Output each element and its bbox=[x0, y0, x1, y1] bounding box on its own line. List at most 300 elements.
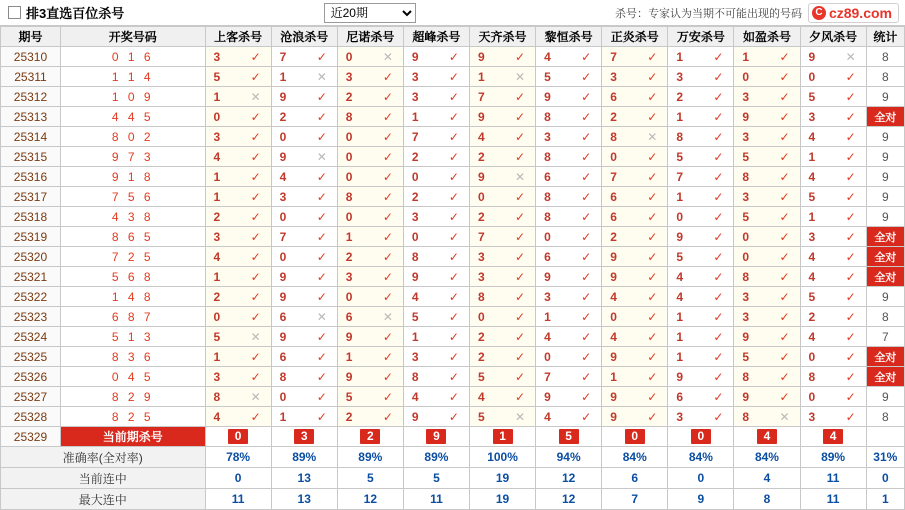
kill-cell bbox=[734, 147, 800, 167]
kill-cell bbox=[800, 207, 866, 227]
current-kill-number bbox=[734, 427, 800, 447]
kill-number: 0 bbox=[345, 209, 353, 224]
check-icon: ✓ bbox=[515, 269, 526, 284]
kill-number: 1 bbox=[213, 189, 221, 204]
kill-number: 4 bbox=[808, 169, 816, 184]
kill-number: 4 bbox=[676, 269, 683, 284]
check-icon: ✓ bbox=[647, 169, 658, 184]
current-kill-number bbox=[205, 427, 271, 447]
row-issue[interactable]: 25310 bbox=[1, 47, 61, 67]
kill-number: 8 bbox=[279, 369, 287, 384]
kill-cell bbox=[800, 307, 866, 327]
table-row bbox=[1, 87, 905, 107]
kill-number: 2 bbox=[345, 89, 353, 104]
check-icon: ✓ bbox=[250, 149, 261, 164]
row-draw-code: 5 1 3 bbox=[60, 327, 205, 347]
row-issue[interactable]: 25325 bbox=[1, 347, 61, 367]
kill-cell bbox=[403, 227, 469, 247]
current-kill-number bbox=[469, 427, 535, 447]
row-issue[interactable]: 25319 bbox=[1, 227, 61, 247]
kill-cell bbox=[668, 387, 734, 407]
check-icon: ✓ bbox=[713, 249, 724, 264]
check-icon: ✓ bbox=[581, 109, 592, 124]
kill-cell bbox=[271, 127, 337, 147]
kill-number: 8 bbox=[345, 109, 353, 124]
summary-row bbox=[1, 468, 905, 489]
check-icon: ✓ bbox=[515, 109, 526, 124]
kill-cell bbox=[536, 267, 602, 287]
row-stat: 8 bbox=[866, 47, 904, 67]
kill-number: 4 bbox=[477, 129, 485, 144]
kill-cell bbox=[800, 47, 866, 67]
kill-cell bbox=[602, 307, 668, 327]
check-icon: ✓ bbox=[779, 149, 790, 164]
row-issue[interactable]: 25316 bbox=[1, 167, 61, 187]
kill-cell bbox=[337, 207, 403, 227]
kill-number: 9 bbox=[610, 409, 617, 424]
check-icon: ✓ bbox=[581, 409, 592, 424]
kill-cell bbox=[403, 327, 469, 347]
kill-number: 3 bbox=[213, 369, 221, 384]
col-expert-7[interactable]: 正炎杀号 bbox=[602, 27, 668, 47]
kill-number: 3 bbox=[213, 49, 221, 64]
kill-number: 9 bbox=[676, 229, 683, 244]
col-expert-10[interactable]: 夕风杀号 bbox=[800, 27, 866, 47]
kill-cell bbox=[403, 307, 469, 327]
kill-number: 1 bbox=[742, 49, 750, 64]
kill-number: 9 bbox=[742, 389, 750, 404]
kill-cell bbox=[734, 167, 800, 187]
kill-number: 2 bbox=[477, 209, 485, 224]
kill-cell bbox=[536, 387, 602, 407]
kill-number: 6 bbox=[676, 389, 683, 404]
check-icon: ✓ bbox=[845, 269, 856, 284]
kill-number: 8 bbox=[742, 269, 750, 284]
kill-number: 0 bbox=[279, 129, 287, 144]
kill-cell bbox=[337, 227, 403, 247]
kill-number: 0 bbox=[345, 289, 353, 304]
kill-number: 2 bbox=[808, 309, 816, 324]
period-select[interactable] bbox=[324, 3, 416, 23]
kill-number: 3 bbox=[808, 109, 816, 124]
kill-number: 0 bbox=[477, 309, 485, 324]
check-icon: ✓ bbox=[382, 289, 393, 304]
kill-number: 0 bbox=[213, 309, 221, 324]
table-row bbox=[1, 367, 905, 387]
row-issue[interactable]: 25315 bbox=[1, 147, 61, 167]
kill-cell bbox=[800, 327, 866, 347]
cross-icon: ✕ bbox=[250, 329, 261, 344]
row-stat: 9 bbox=[866, 127, 904, 147]
kill-number: 5 bbox=[742, 349, 750, 364]
kill-cell bbox=[271, 327, 337, 347]
kill-cell bbox=[337, 47, 403, 67]
current-kill-number bbox=[536, 427, 602, 447]
row-issue[interactable]: 25327 bbox=[1, 387, 61, 407]
kill-number: 0 bbox=[213, 109, 221, 124]
kill-number: 3 bbox=[742, 129, 750, 144]
table-row bbox=[1, 247, 905, 267]
kill-number: 8 bbox=[544, 189, 551, 204]
kill-number: 4 bbox=[808, 249, 816, 264]
kill-cell bbox=[536, 127, 602, 147]
check-icon: ✓ bbox=[581, 309, 592, 324]
check-icon: ✓ bbox=[448, 309, 459, 324]
kill-number: 1 bbox=[345, 349, 353, 364]
kill-number: 0 bbox=[610, 149, 617, 164]
kill-number: 9 bbox=[544, 269, 551, 284]
kill-number: 4 bbox=[610, 329, 617, 344]
kill-cell bbox=[271, 267, 337, 287]
check-icon: ✓ bbox=[845, 69, 856, 84]
col-expert-6[interactable]: 黎恒杀号 bbox=[536, 27, 602, 47]
kill-cell bbox=[602, 347, 668, 367]
kill-number: 4 bbox=[213, 249, 221, 264]
kill-cell bbox=[536, 307, 602, 327]
check-icon: ✓ bbox=[515, 229, 526, 244]
current-period-label: 当前期杀号 bbox=[60, 427, 205, 447]
row-issue[interactable]: 25326 bbox=[1, 367, 61, 387]
kill-number: 0 bbox=[544, 229, 551, 244]
check-icon: ✓ bbox=[250, 289, 261, 304]
check-icon: ✓ bbox=[515, 189, 526, 204]
check-icon: ✓ bbox=[647, 49, 658, 64]
kill-cell bbox=[205, 287, 271, 307]
check-icon: ✓ bbox=[382, 269, 393, 284]
col-expert-3[interactable]: 尼诺杀号 bbox=[337, 27, 403, 47]
kill-number: 3 bbox=[411, 89, 419, 104]
top-toolbar bbox=[0, 0, 905, 26]
kill-number: 9 bbox=[411, 269, 419, 284]
kill-number: 2 bbox=[610, 109, 617, 124]
col-expert-1[interactable]: 上客杀号 bbox=[205, 27, 271, 47]
kill-number: 2 bbox=[411, 149, 419, 164]
summary-value: 11 bbox=[205, 489, 271, 510]
kill-cell bbox=[602, 147, 668, 167]
kill-cell bbox=[668, 407, 734, 427]
row-issue[interactable]: 25317 bbox=[1, 187, 61, 207]
check-icon: ✓ bbox=[713, 229, 724, 244]
check-icon: ✓ bbox=[316, 329, 327, 344]
kill-cell bbox=[602, 47, 668, 67]
col-stat: 统计 bbox=[866, 27, 904, 47]
summary-value: 89% bbox=[800, 447, 866, 468]
kill-cell bbox=[337, 407, 403, 427]
check-icon: ✓ bbox=[647, 309, 658, 324]
kill-number: 9 bbox=[477, 109, 485, 124]
kill-number: 1 bbox=[279, 409, 287, 424]
kill-cell bbox=[403, 407, 469, 427]
kill-cell bbox=[469, 267, 535, 287]
kill-number: 8 bbox=[544, 109, 551, 124]
kill-cell bbox=[668, 187, 734, 207]
table-row bbox=[1, 67, 905, 87]
kill-number: 9 bbox=[279, 269, 287, 284]
kill-cell bbox=[403, 267, 469, 287]
col-expert-9[interactable]: 如盈杀号 bbox=[734, 27, 800, 47]
check-icon: ✓ bbox=[382, 349, 393, 364]
kill-cell bbox=[469, 147, 535, 167]
check-icon: ✓ bbox=[647, 249, 658, 264]
cross-icon: ✕ bbox=[316, 309, 327, 324]
kill-number: 2 bbox=[411, 189, 419, 204]
summary-label: 当前连中 bbox=[1, 468, 206, 489]
summary-label: 准确率(全对率) bbox=[1, 447, 206, 468]
kill-cell bbox=[536, 187, 602, 207]
check-icon: ✓ bbox=[845, 369, 856, 384]
page-title: 排3直选百位杀号 bbox=[26, 6, 125, 21]
row-stat: 7 bbox=[866, 327, 904, 347]
kill-cell bbox=[734, 87, 800, 107]
kill-cell bbox=[800, 387, 866, 407]
kill-cell bbox=[205, 107, 271, 127]
kill-number: 9 bbox=[610, 349, 617, 364]
col-expert-8[interactable]: 万安杀号 bbox=[668, 27, 734, 47]
check-icon: ✓ bbox=[250, 189, 261, 204]
row-issue[interactable]: 25318 bbox=[1, 207, 61, 227]
summary-value: 0 bbox=[205, 468, 271, 489]
check-icon: ✓ bbox=[845, 129, 856, 144]
check-icon: ✓ bbox=[250, 349, 261, 364]
row-issue[interactable]: 25314 bbox=[1, 127, 61, 147]
check-icon: ✓ bbox=[581, 189, 592, 204]
check-icon: ✓ bbox=[515, 309, 526, 324]
kill-number: 5 bbox=[808, 189, 816, 204]
row-draw-code: 1 1 4 bbox=[60, 67, 205, 87]
check-icon: ✓ bbox=[382, 189, 393, 204]
row-draw-code: 7 2 5 bbox=[60, 247, 205, 267]
kill-number: 3 bbox=[544, 289, 551, 304]
summary-value: 6 bbox=[602, 468, 668, 489]
kill-number: 7 bbox=[610, 49, 617, 64]
col-expert-2[interactable]: 沧浪杀号 bbox=[271, 27, 337, 47]
logo-ball-icon: C bbox=[812, 6, 826, 20]
kill-number: 0 bbox=[279, 249, 287, 264]
check-icon: ✓ bbox=[845, 349, 856, 364]
check-icon: ✓ bbox=[515, 289, 526, 304]
row-issue[interactable]: 25324 bbox=[1, 327, 61, 347]
kill-number: 0 bbox=[808, 389, 816, 404]
kill-number: 3 bbox=[213, 129, 221, 144]
check-icon: ✓ bbox=[713, 169, 724, 184]
kill-cell bbox=[205, 247, 271, 267]
kill-number: 1 bbox=[345, 229, 353, 244]
check-icon: ✓ bbox=[779, 309, 790, 324]
cross-icon: ✕ bbox=[647, 129, 658, 144]
kill-cell bbox=[734, 247, 800, 267]
kill-cell bbox=[337, 87, 403, 107]
check-icon: ✓ bbox=[845, 89, 856, 104]
kill-cell bbox=[734, 207, 800, 227]
summary-value: 100% bbox=[469, 447, 535, 468]
check-icon: ✓ bbox=[515, 149, 526, 164]
kill-cell bbox=[337, 167, 403, 187]
kill-number: 3 bbox=[411, 69, 419, 84]
row-issue[interactable]: 25328 bbox=[1, 407, 61, 427]
kill-cell bbox=[734, 287, 800, 307]
kill-number: 1 bbox=[213, 269, 221, 284]
kill-cell bbox=[602, 247, 668, 267]
kill-cell bbox=[403, 347, 469, 367]
kill-number: 0 bbox=[742, 229, 750, 244]
kill-cell bbox=[734, 327, 800, 347]
kill-number: 2 bbox=[610, 229, 617, 244]
col-expert-5[interactable]: 天齐杀号 bbox=[469, 27, 535, 47]
check-icon: ✓ bbox=[845, 329, 856, 344]
cross-icon: ✕ bbox=[382, 49, 393, 64]
table-row bbox=[1, 47, 905, 67]
kill-number: 0 bbox=[411, 229, 419, 244]
check-icon: ✓ bbox=[316, 129, 327, 144]
kill-number: 0 bbox=[808, 69, 816, 84]
row-issue[interactable]: 25323 bbox=[1, 307, 61, 327]
summary-value: 94% bbox=[536, 447, 602, 468]
check-icon: ✓ bbox=[316, 109, 327, 124]
summary-value: 11 bbox=[403, 489, 469, 510]
kill-number: 1 bbox=[213, 169, 221, 184]
row-draw-code: 9 1 8 bbox=[60, 167, 205, 187]
check-icon: ✓ bbox=[713, 329, 724, 344]
kill-cell bbox=[602, 107, 668, 127]
current-kill-number bbox=[602, 427, 668, 447]
kill-number: 9 bbox=[411, 409, 419, 424]
table-row bbox=[1, 307, 905, 327]
check-icon: ✓ bbox=[713, 269, 724, 284]
kill-cell bbox=[800, 367, 866, 387]
kill-number: 8 bbox=[477, 289, 485, 304]
kill-number: 5 bbox=[676, 249, 683, 264]
kill-number: 9 bbox=[676, 369, 683, 384]
kill-number: 8 bbox=[610, 129, 617, 144]
check-icon: ✓ bbox=[316, 49, 327, 64]
kill-cell bbox=[602, 387, 668, 407]
kill-number: 3 bbox=[742, 309, 750, 324]
kill-number: 2 bbox=[345, 249, 353, 264]
check-icon: ✓ bbox=[845, 109, 856, 124]
kill-cell bbox=[271, 47, 337, 67]
kill-number: 5 bbox=[411, 309, 419, 324]
check-icon: ✓ bbox=[581, 269, 592, 284]
check-icon: ✓ bbox=[250, 269, 261, 284]
kill-number: 1 bbox=[279, 69, 287, 84]
kill-number: 9 bbox=[808, 49, 816, 64]
kill-cell bbox=[205, 267, 271, 287]
kill-cell bbox=[271, 307, 337, 327]
row-stat: 9 bbox=[866, 167, 904, 187]
kill-number: 9 bbox=[544, 89, 551, 104]
check-icon: ✓ bbox=[250, 109, 261, 124]
summary-value: 8 bbox=[734, 489, 800, 510]
kill-number: 9 bbox=[345, 369, 353, 384]
kill-cell bbox=[469, 387, 535, 407]
kill-number: 9 bbox=[610, 249, 617, 264]
summary-stat: 1 bbox=[866, 489, 904, 510]
row-issue[interactable]: 25322 bbox=[1, 287, 61, 307]
row-issue[interactable]: 25313 bbox=[1, 107, 61, 127]
kill-cell bbox=[205, 67, 271, 87]
kill-cell bbox=[668, 267, 734, 287]
row-issue[interactable]: 25321 bbox=[1, 267, 61, 287]
kill-number: 8 bbox=[742, 369, 750, 384]
check-icon: ✓ bbox=[581, 129, 592, 144]
summary-value: 84% bbox=[734, 447, 800, 468]
kill-cell bbox=[271, 407, 337, 427]
row-draw-code: 8 3 6 bbox=[60, 347, 205, 367]
check-icon: ✓ bbox=[448, 409, 459, 424]
check-icon: ✓ bbox=[779, 289, 790, 304]
check-icon: ✓ bbox=[581, 389, 592, 404]
check-icon: ✓ bbox=[713, 129, 724, 144]
kill-cell bbox=[337, 327, 403, 347]
kill-cell bbox=[205, 167, 271, 187]
kill-cell bbox=[403, 207, 469, 227]
kill-number: 2 bbox=[345, 409, 353, 424]
summary-stat: 0 bbox=[866, 468, 904, 489]
kill-number: 1 bbox=[676, 109, 683, 124]
kill-cell bbox=[271, 347, 337, 367]
kill-cell bbox=[602, 407, 668, 427]
kill-cell bbox=[800, 87, 866, 107]
kill-number: 6 bbox=[610, 89, 617, 104]
kill-number: 6 bbox=[544, 249, 551, 264]
kill-cell bbox=[337, 387, 403, 407]
kill-number: 1 bbox=[676, 189, 683, 204]
kill-number: 1 bbox=[411, 329, 419, 344]
kill-number: 7 bbox=[477, 229, 485, 244]
kill-cell bbox=[668, 207, 734, 227]
kill-cell bbox=[668, 247, 734, 267]
site-logo[interactable] bbox=[808, 3, 899, 23]
kill-number: 2 bbox=[213, 209, 221, 224]
check-icon: ✓ bbox=[779, 269, 790, 284]
kill-cell bbox=[668, 147, 734, 167]
row-issue[interactable]: 25312 bbox=[1, 87, 61, 107]
kill-number: 1 bbox=[213, 349, 221, 364]
table-row bbox=[1, 407, 905, 427]
check-icon: ✓ bbox=[581, 289, 592, 304]
check-icon: ✓ bbox=[448, 189, 459, 204]
kill-number: 0 bbox=[676, 209, 683, 224]
row-issue[interactable]: 25311 bbox=[1, 67, 61, 87]
cross-icon: ✕ bbox=[316, 149, 327, 164]
kill-cell bbox=[800, 347, 866, 367]
cross-icon: ✕ bbox=[515, 69, 526, 84]
check-icon: ✓ bbox=[382, 409, 393, 424]
row-stat: 全对 bbox=[866, 367, 904, 387]
select-all-checkbox[interactable] bbox=[8, 6, 21, 19]
check-icon: ✓ bbox=[382, 129, 393, 144]
kill-number: 9 bbox=[411, 49, 419, 64]
kill-number-table bbox=[0, 26, 905, 510]
col-expert-4[interactable]: 超峰杀号 bbox=[403, 27, 469, 47]
kill-number: 5 bbox=[808, 289, 816, 304]
check-icon: ✓ bbox=[316, 369, 327, 384]
check-icon: ✓ bbox=[647, 149, 658, 164]
kill-cell bbox=[536, 367, 602, 387]
check-icon: ✓ bbox=[779, 89, 790, 104]
kill-number: 3 bbox=[345, 269, 353, 284]
kill-number: 7 bbox=[279, 229, 287, 244]
row-stat: 9 bbox=[866, 147, 904, 167]
kill-cell bbox=[403, 147, 469, 167]
row-issue[interactable]: 25320 bbox=[1, 247, 61, 267]
kill-cell bbox=[536, 407, 602, 427]
check-icon: ✓ bbox=[581, 249, 592, 264]
kill-cell bbox=[337, 307, 403, 327]
table-row bbox=[1, 127, 905, 147]
summary-value: 12 bbox=[536, 468, 602, 489]
cross-icon: ✕ bbox=[845, 49, 856, 64]
